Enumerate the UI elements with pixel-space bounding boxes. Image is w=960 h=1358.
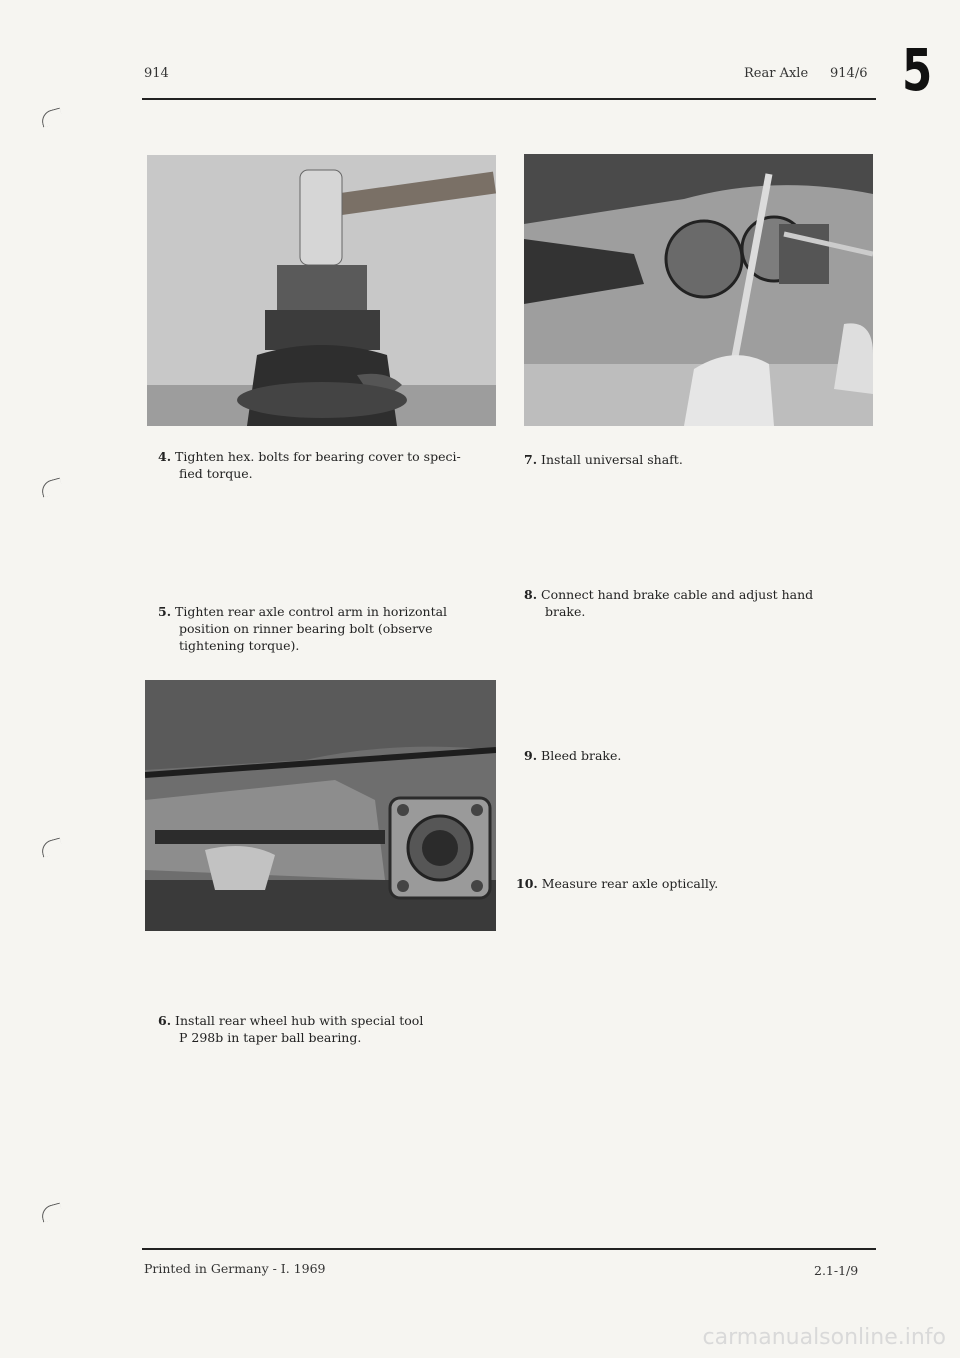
step-text: Tighten hex. bolts for bearing cover to speci- xyxy=(175,449,461,464)
footer-page-number: 2.1-1/9 xyxy=(814,1263,859,1278)
margin-mark xyxy=(39,1203,63,1223)
footer-print-info: Printed in Germany - I. 1969 xyxy=(144,1261,326,1276)
step-text: Install rear wheel hub with special tool xyxy=(175,1013,424,1028)
header-model-code: 914 xyxy=(144,66,169,81)
step-6 xyxy=(158,1012,423,1046)
step-number: 7. xyxy=(524,452,538,467)
step-number: 8. xyxy=(524,587,538,602)
step-5 xyxy=(158,603,447,654)
watermark-text: carmanualsonline.info xyxy=(702,1325,946,1350)
step-text-continued: position on rinner bearing bolt (observe xyxy=(179,621,433,636)
universal-shaft-photo xyxy=(524,154,873,426)
step-number: 5. xyxy=(158,604,172,619)
bearing-cover-photo xyxy=(147,155,496,426)
footer-rule xyxy=(142,1248,876,1250)
step-4 xyxy=(158,448,461,482)
step-text: Connect hand brake cable and adjust hand xyxy=(541,587,814,602)
step-text-continued: P 298b in taper ball bearing. xyxy=(179,1030,362,1045)
margin-mark xyxy=(39,838,63,858)
step-text: Install universal shaft. xyxy=(541,452,683,467)
step-text: Bleed brake. xyxy=(541,748,622,763)
bearing-cover-illustration xyxy=(147,155,496,426)
step-text-continued: fied torque. xyxy=(179,466,253,481)
section-number: 5 xyxy=(902,36,933,104)
step-text: Measure rear axle optically. xyxy=(541,876,719,891)
step-number: 4. xyxy=(158,449,172,464)
step-8 xyxy=(524,586,813,620)
step-number: 10. xyxy=(516,876,538,891)
wheel-hub-photo xyxy=(145,680,496,931)
header-title: Rear Axle xyxy=(744,66,809,81)
universal-shaft-illustration xyxy=(524,154,873,426)
step-7 xyxy=(524,451,683,468)
step-text-continued: tightening torque). xyxy=(179,638,300,653)
margin-mark xyxy=(39,108,63,128)
step-number: 9. xyxy=(524,748,538,763)
step-9 xyxy=(524,747,621,764)
step-number: 6. xyxy=(158,1013,172,1028)
step-10 xyxy=(516,875,718,892)
step-text-continued: brake. xyxy=(545,604,586,619)
header-rule xyxy=(142,98,876,100)
margin-mark xyxy=(39,478,63,498)
step-text: Tighten rear axle control arm in horizontal xyxy=(175,604,448,619)
wheel-hub-illustration xyxy=(145,680,496,931)
header-model: 914/6 xyxy=(830,66,868,81)
